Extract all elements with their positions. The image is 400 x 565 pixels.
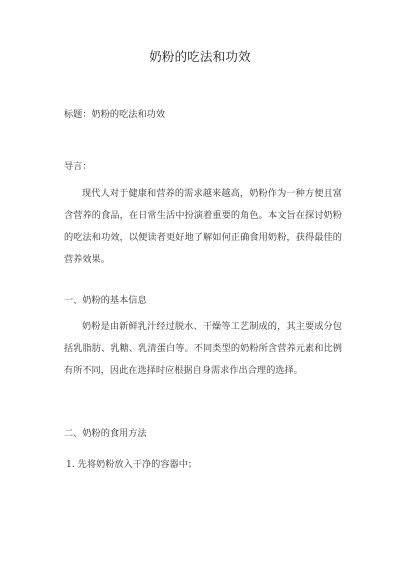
list-item-step-1: 1. 先将奶粉放入干净的容器中； [66, 459, 198, 470]
section-paragraph-basic-info: 奶粉是由新鲜乳汁经过脱水、干燥等工艺制成的，其主要成分包括乳脂肪、乳糖、乳清蛋白等。不同类型的奶粉所含营养元素和比例有所不同，因此在选择时应根据自身需求作出合理的选择。 [64, 321, 342, 376]
document-subtitle: 标题：奶粉的吃法和功效 [64, 109, 166, 120]
section-heading-usage: 二、奶粉的食用方法 [64, 428, 147, 439]
document-title: 奶粉的吃法和功效 [149, 49, 251, 64]
intro-paragraph: 现代人对于健康和营养的需求越来越高，奶粉作为一种方便且富含营养的食品，在日常生活中扮演着重要的角色。本文旨在探讨奶粉的吃法和功效，以便读者更好地了解如何正确食用奶粉，获得最佳的营养效果。 [64, 188, 342, 265]
intro-heading: 导言： [64, 161, 92, 172]
section-heading-basic-info: 一、奶粉的基本信息 [64, 295, 147, 306]
